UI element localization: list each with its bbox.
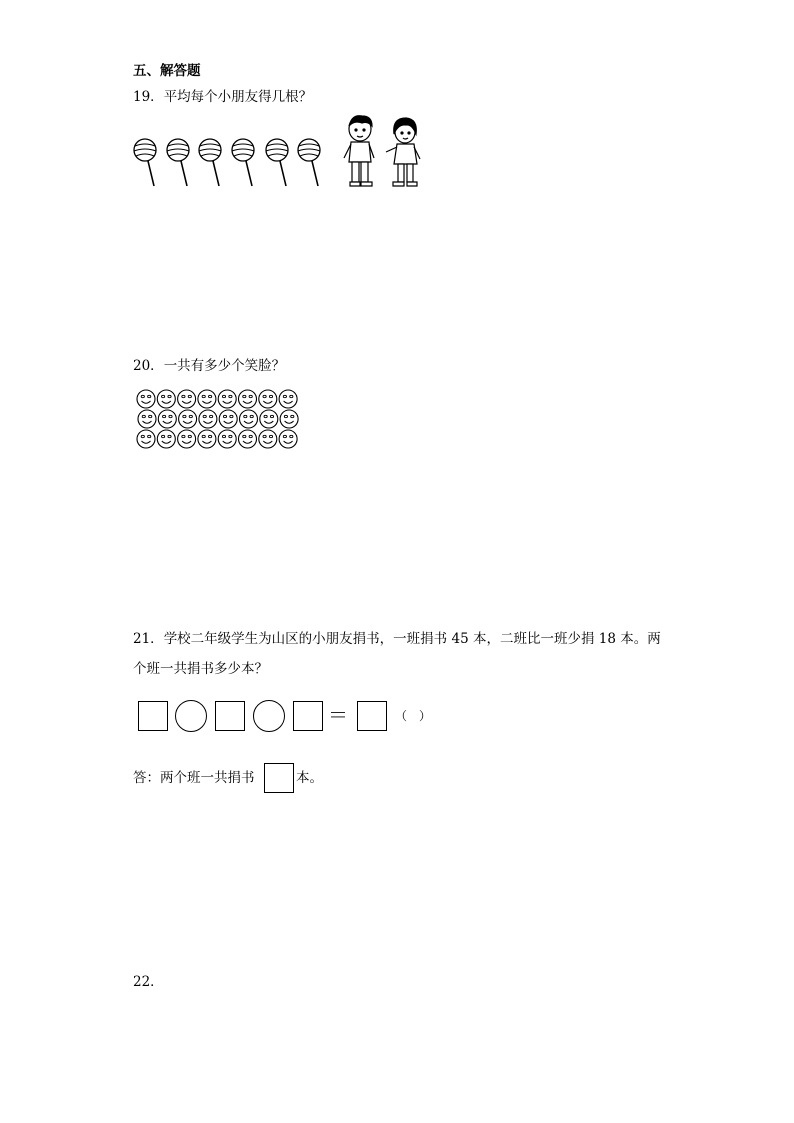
- answer-box[interactable]: [215, 701, 245, 731]
- operator-circle[interactable]: [253, 700, 285, 732]
- smiley-face-icon: [198, 430, 216, 448]
- smiley-face-icon: [198, 390, 216, 408]
- smiley-face-icon: [138, 410, 156, 428]
- answer-box[interactable]: [264, 763, 294, 793]
- question-21-line-1: [133, 630, 661, 648]
- smiley-face-icon: [279, 430, 297, 448]
- question-21-line-2: 个班一共捐书多少本？: [133, 661, 268, 677]
- question-19: [133, 88, 312, 106]
- girl-icon: [386, 118, 420, 186]
- smiley-face-icon: [137, 430, 155, 448]
- smiley-face-icon: [239, 430, 257, 448]
- section-title: 五、解答题: [133, 63, 201, 79]
- smiley-face-icon: [239, 390, 257, 408]
- answer-suffix: 本。: [296, 770, 323, 786]
- lollipop-icon: [266, 139, 288, 186]
- smiley-faces-grid: [134, 386, 306, 456]
- smiley-face-icon: [178, 390, 196, 408]
- smiley-face-icon: [240, 410, 258, 428]
- question-text: 学校二年级学生为山区的小朋友捐书，一班捐书 45 本，二班比一班少捐 18 本。两: [163, 631, 661, 647]
- answer-box[interactable]: [138, 701, 168, 731]
- smiley-face-icon: [259, 390, 277, 408]
- answer-box[interactable]: [293, 701, 323, 731]
- question-number: 20．: [133, 358, 164, 374]
- smiley-face-icon: [259, 430, 277, 448]
- boy-icon: [344, 116, 374, 186]
- smiley-face-icon: [179, 410, 197, 428]
- lollipop-icon: [199, 139, 221, 186]
- smiley-face-icon: [260, 410, 278, 428]
- lollipops-and-children-illustration: [130, 112, 430, 194]
- unit-parentheses[interactable]: （ ）: [395, 709, 432, 723]
- question-22: 22．: [133, 974, 164, 990]
- question-20: [133, 357, 285, 375]
- lollipop-icon: [167, 139, 189, 186]
- question-text: 一共有多少个笑脸？: [163, 358, 286, 374]
- operator-circle[interactable]: [175, 700, 207, 732]
- result-box[interactable]: [357, 701, 387, 731]
- smiley-face-icon: [157, 430, 175, 448]
- smiley-face-icon: [199, 410, 217, 428]
- question-text: 平均每个小朋友得几根？: [163, 89, 313, 105]
- smiley-face-icon: [279, 390, 297, 408]
- smiley-face-icon: [219, 410, 237, 428]
- answer-prefix: 答：两个班一共捐书: [133, 770, 255, 786]
- smiley-face-icon: [158, 410, 176, 428]
- question-number: 21．: [133, 631, 164, 647]
- smiley-face-icon: [157, 390, 175, 408]
- smiley-face-icon: [178, 430, 196, 448]
- lollipop-icon: [232, 139, 254, 186]
- smiley-face-icon: [280, 410, 298, 428]
- smiley-face-icon: [137, 390, 155, 408]
- smiley-face-icon: [218, 390, 236, 408]
- question-number: 19．: [133, 89, 164, 105]
- lollipop-icon: [298, 139, 320, 186]
- lollipop-icon: [134, 139, 156, 186]
- equals-sign: ＝: [328, 703, 348, 727]
- smiley-face-icon: [218, 430, 236, 448]
